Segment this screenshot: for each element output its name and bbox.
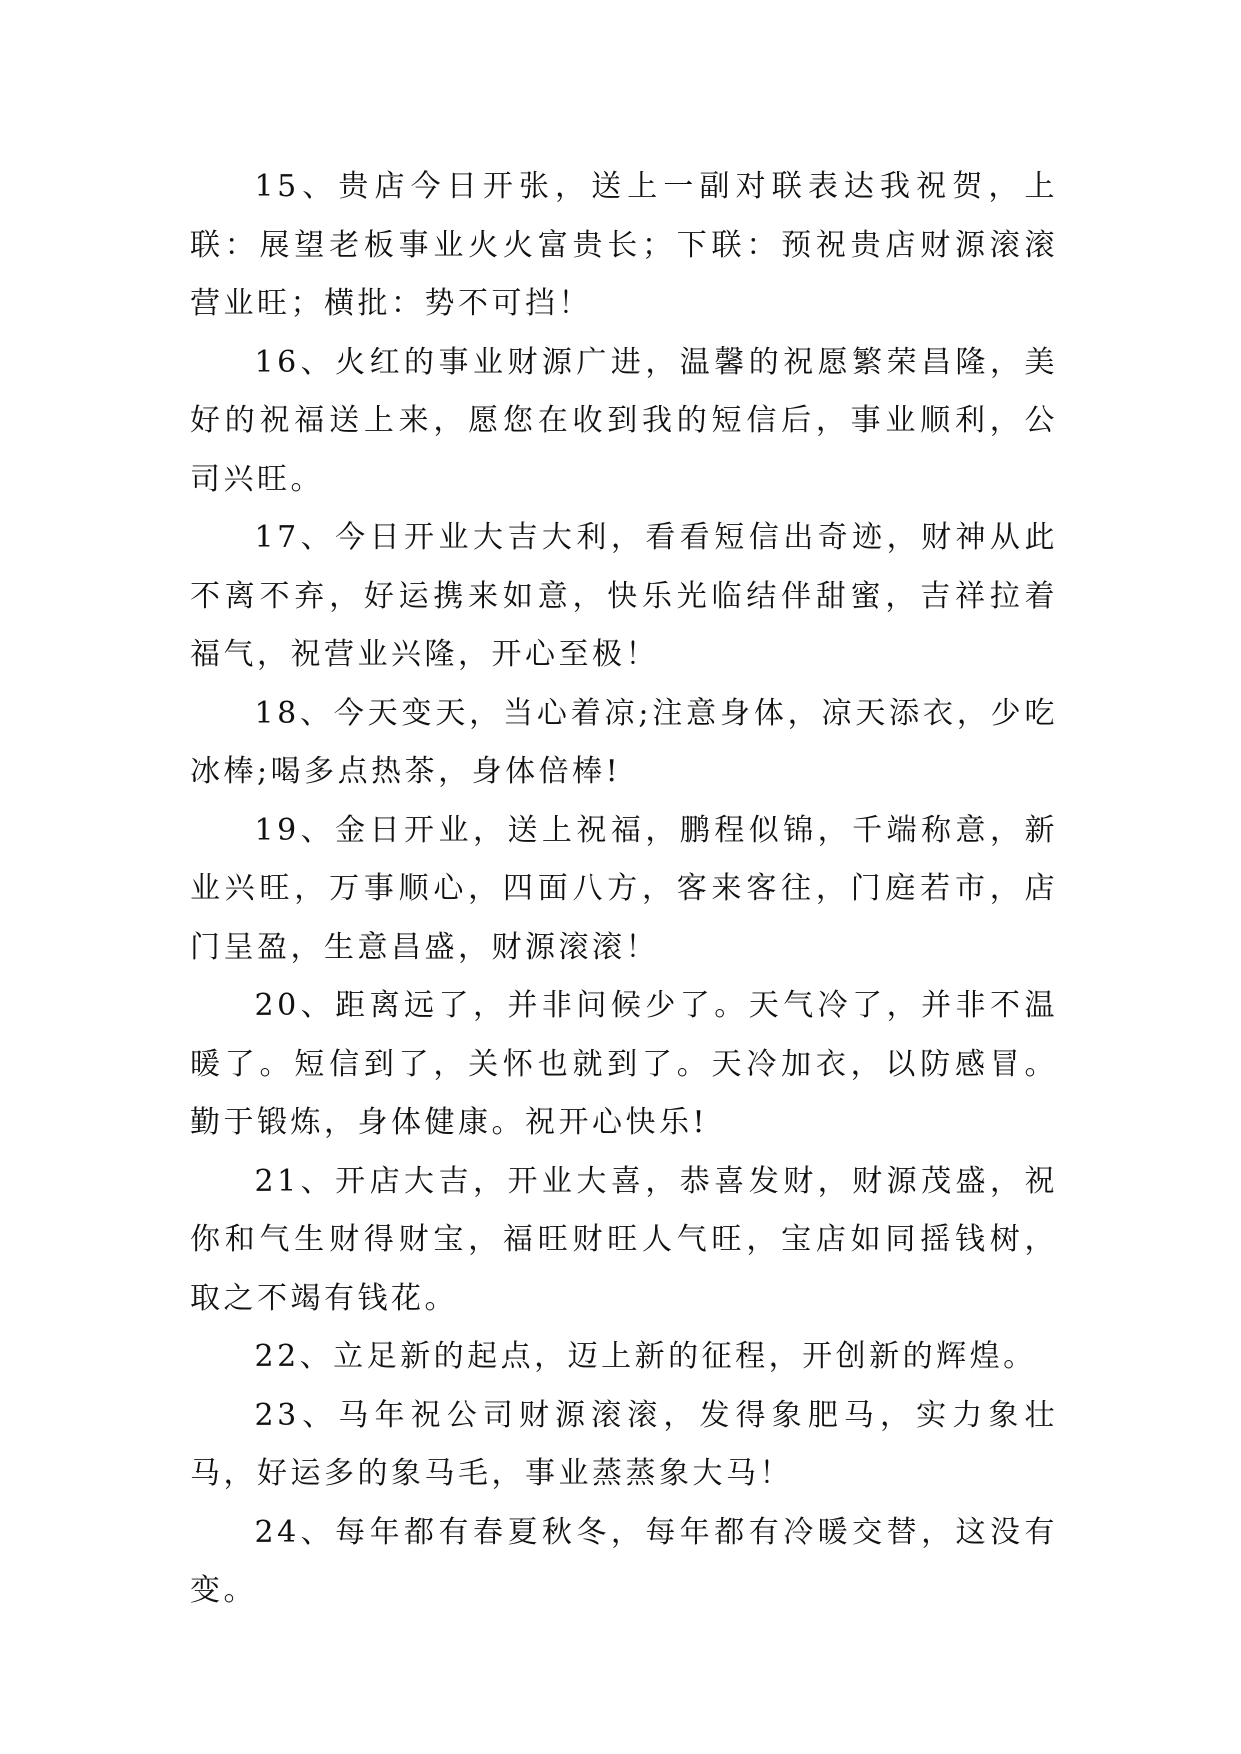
paragraph-17: 17、今日开业大吉大利，看看短信出奇迹，财神从此不离不弃，好运携来如意，快乐光临结伴甜蜜，吉祥拉着福气，祝营业兴隆，开心至极！ [190,520,1058,672]
paragraph-24: 24、每年都有春夏秋冬，每年都有冷暖交替，这没有变。 [190,1514,1058,1608]
paragraph-16: 16、火红的事业财源广进，温馨的祝愿繁荣昌隆，美好的祝福送上来，愿您在收到我的短信后，事业顺利，公司兴旺。 [190,344,1058,497]
paragraph-20: 20、距离远了，并非问候少了。天气冷了，并非不温暖了。短信到了，关怀也就到了。天冷加衣，以防感冒。勤于锻炼，身体健康。祝开心快乐! [190,988,1058,1140]
paragraph-15: 15、贵店今日开张，送上一副对联表达我祝贺，上联：展望老板事业火火富贵长；下联：预祝贵店财源滚滚营业旺；横批：势不可挡！ [190,169,1058,321]
paragraph-21: 21、开店大吉，开业大喜，恭喜发财，财源茂盛，祝你和气生财得财宝，福旺财旺人气旺，宝店如同摇钱树，取之不竭有钱花。 [190,1163,1058,1316]
paragraph-23: 23、马年祝公司财源滚滚，发得象肥马，实力象壮马，好运多的象马毛，事业蒸蒸象大马！ [190,1397,1058,1491]
paragraph-18: 18、今天变天，当心着凉;注意身体，凉天添衣，少吃冰棒;喝多点热茶，身体倍棒! [190,695,1058,789]
paragraph-22: 22、立足新的起点，迈上新的征程，开创新的辉煌。 [254,1339,1037,1374]
document-body [190,158,1058,1621]
paragraph-19: 19、金日开业，送上祝福，鹏程似锦，千端称意，新业兴旺，万事顺心，四面八方，客来客往，门庭若市，店门呈盈，生意昌盛，财源滚滚！ [190,812,1058,965]
